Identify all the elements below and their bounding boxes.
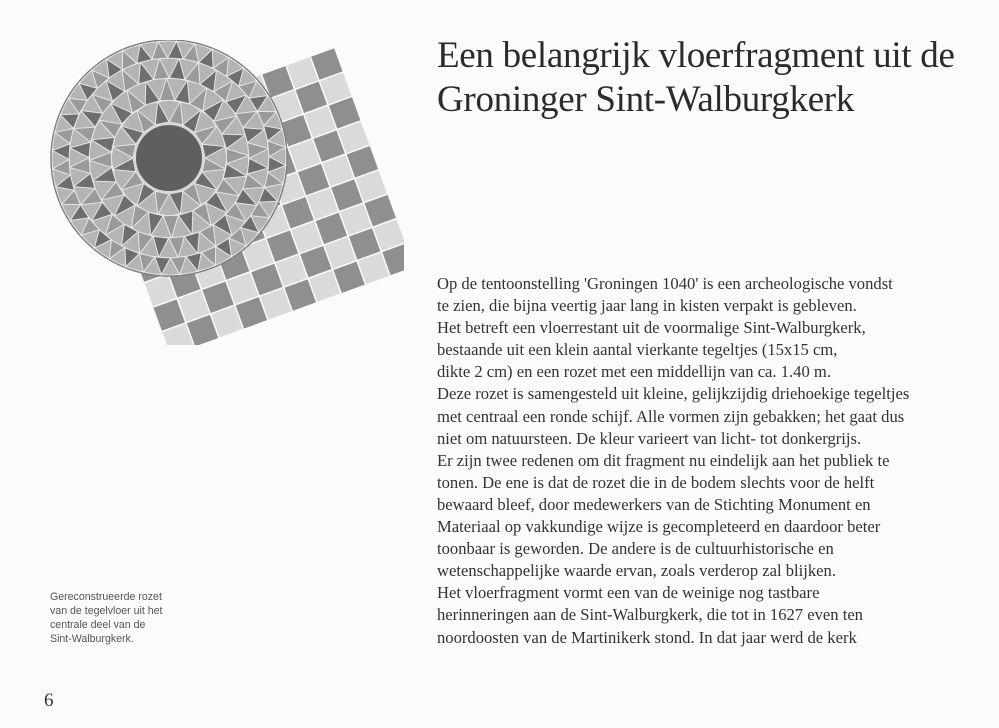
- body-line: bestaande uit een klein aantal vierkante tegeltjes (15x15 cm,: [437, 340, 838, 360]
- body-line: Op de tentoonstelling 'Groningen 1040' is een archeologische vondst: [437, 274, 893, 293]
- title-line-2: Groninger Sint-Walburgkerk: [437, 79, 855, 120]
- body-line: bewaard bleef, door medewerkers van de Stichting Monument en: [437, 494, 871, 514]
- body-line: Het betreft een vloerrestant uit de voormalige Sint-Walburgkerk,: [437, 318, 866, 338]
- body-line: herinneringen aan de Sint-Walburgkerk, die tot in 1627 even ten: [437, 605, 863, 625]
- floor-fragment-photo: [44, 40, 404, 345]
- body-line: met centraal een ronde schijf. Alle vormen zijn gebakken; het gaat dus: [437, 406, 905, 426]
- photo-caption: [50, 590, 210, 646]
- rosette: [51, 40, 287, 276]
- body-line: Materiaal op vakkundige wijze is gecompleteerd en daardoor beter: [437, 517, 881, 537]
- caption-line: Gereconstrueerde rozet: [50, 591, 162, 603]
- body-line: dikte 2 cm) en een rozet met een middellijn van ca. 1.40 m.: [437, 362, 831, 382]
- body-line: toonbaar is geworden. De andere is de cultuurhistorische en: [437, 539, 834, 559]
- page-number: 6: [44, 690, 54, 711]
- caption-line: van de tegelvloer uit het: [50, 605, 163, 617]
- body-line: tonen. De ene is dat de rozet die in de bodem slechts voor de helft: [437, 472, 875, 492]
- body-line: wetenschappelijke waarde ervan, zoals verderop zal blijken.: [437, 561, 836, 581]
- body-line: Er zijn twee redenen om dit fragment nu eindelijk aan het publiek te: [437, 450, 890, 470]
- body-text: [437, 273, 982, 649]
- body-line: Het vloerfragment vormt een van de weinige nog tastbare: [437, 583, 820, 603]
- body-line: noordoosten van de Martinikerk stond. In dat jaar werd de kerk: [437, 627, 857, 647]
- body-line: te zien, die bijna veertig jaar lang in kisten verpakt is gebleven.: [437, 296, 857, 316]
- central-disc: [135, 124, 203, 192]
- caption-line: Sint-Walburgkerk.: [50, 633, 134, 645]
- caption-line: centrale deel van de: [50, 619, 146, 631]
- body-line: Deze rozet is samengesteld uit kleine, gelijkzijdig driehoekige tegeltjes: [437, 384, 910, 404]
- title-line-1: Een belangrijk vloerfragment uit de: [437, 35, 955, 76]
- body-line: niet om natuursteen. De kleur varieert van licht- tot donkergrijs.: [437, 428, 862, 448]
- page-title: [437, 34, 982, 122]
